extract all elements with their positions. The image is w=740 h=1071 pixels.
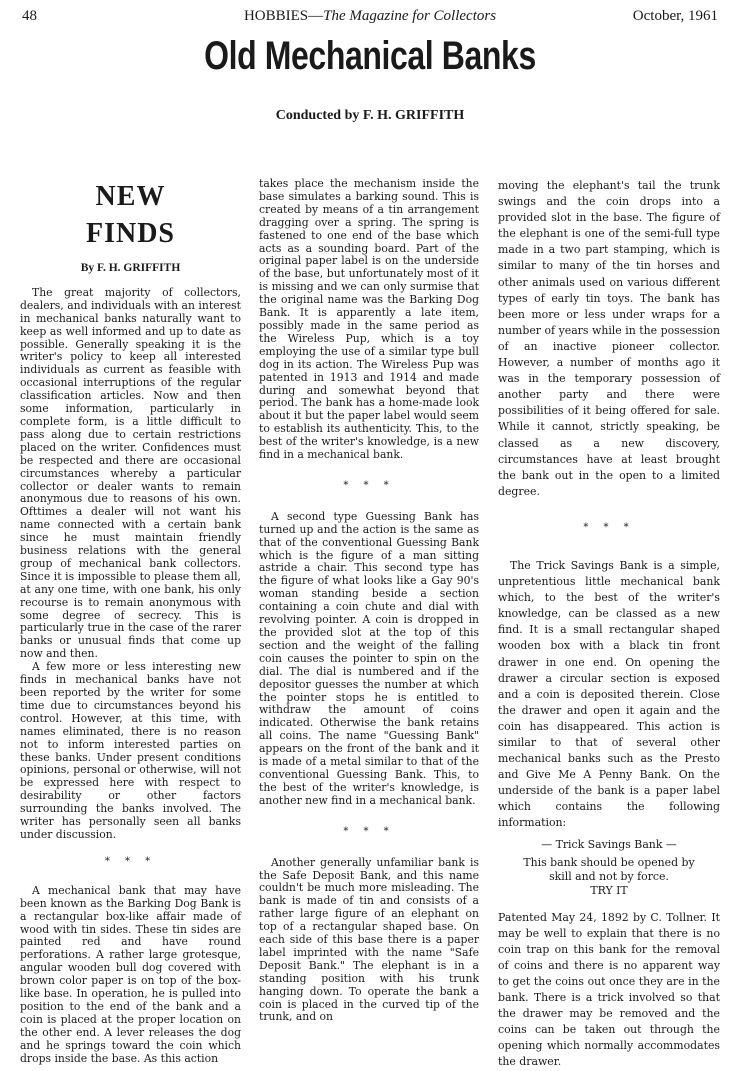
magazine-prefix: HOBBIES— <box>243 8 324 24</box>
section-separator: * * * <box>343 479 395 491</box>
paragraph: Another generally unfamiliar bank is the Safe Deposit Bank, and this name couldn't be much more misleading. The bank is made of tin and consists of a rather large figure of an elephant on top of a rectangular shaped base. On each side of this base there is a paper label imprinted with the name "Safe Deposit Bank." The elephant is in a standing position with his trunk hanging down. To operate the bank a coin is placed in the curved tip of the trunk, and on <box>259 855 479 1024</box>
heading-line-1: NEW <box>95 181 166 212</box>
column-3 <box>498 178 720 1071</box>
paragraph: takes place the mechanism inside the base simulates a barking sound. This is created by means of a tin arrangement dragging over a spring. The spring is fastened to one end of the base which acts as a sounding board. Part of the original paper label is on the underside of the base, but unfortunately most of it is missing and we can only surmise that the original name was the Barking Dog Bank. It is apparently a late item, possibly made in the same period as the Wireless Pup, which is a toy employing the use of a similar type bull dog in its action. The Wireless Pup was patented in 1913 and 1914 and made during and somewhat beyond that period. The bank has a home-made look about it but the paper label would seem to establish its authenticity. This, to the best of the writer's knowledge, is a new find in a mechanical bank. <box>259 177 479 462</box>
column-1 <box>20 178 241 1065</box>
article-title: Old Mechanical Banks <box>204 34 536 78</box>
running-header <box>22 8 718 28</box>
paragraph: A few more or less interesting new finds in mechanical banks have not been reported by the writer for some time due to circumstances beyond his control. However, at this time, with names eliminated, there is no reason not to inform interested parties on these banks. Under present conditions opinions, personal or otherwise, will not be expressed here with respect to desirability or other factors surrounding the banks involved. The writer has personally seen all banks under discussion. <box>20 660 241 841</box>
page-number: 48 <box>22 8 37 24</box>
paragraph: A mechanical bank that may have been known as the Barking Dog Bank is a rectangular box-like affair made of wood with tin sides. These tin sides are painted red and have round perforations. A rather large grotesque, angular wooden bull dog covered with brown color paper is on top of the box-like base. In operation, he is pulled into position to the end of the bank and a coin is placed at the proper location on the other end. A lever releases the dog and he springs toward the coin which drops inside the base. As this action <box>20 883 241 1065</box>
byline: By F. H. GRIFFITH <box>80 262 181 274</box>
label-line: This bank should be opened by <box>523 855 695 869</box>
section-separator: * * * <box>104 855 157 867</box>
paragraph: The great majority of collectors, dealers, and individuals with an interest in mechanical banks naturally want to keep as well informed and up to date as possible. Generally speaking it is the writer's policy to keep all interested individuals as current as feasible with occasional interruptions of the regular classification articles. Now and then some information, particularly in complete form, is a little difficult to pass along due to certain restrictions placed on the writer. Confidences must be respected and there are occasional circumstances whereby a particular collector or dealer wants to remain anonymous due to reasons of his own. Ofttimes a dealer will not want his name connected with a certain bank since he must maintain friendly business relations with the general group of mechanical bank collectors. Since it is impossible to please them all, at any one time, with one bank, his only recourse is to remain anonymous with some degree of secrecy. This is particularly true in the case of the rarer banks or unusual finds that come up now and then. <box>20 285 241 661</box>
label-line: skill and not by force. <box>549 869 669 883</box>
conducted-by: Conducted by F. H. GRIFFITH <box>275 108 465 123</box>
column-2 <box>259 178 479 1024</box>
paragraph: The Trick Savings Bank is a simple, unpretentious little mechanical bank which, to the best of the writer's knowledge, can be classed as a new find. It is a small rectangular shaped wooden box with a black tin front drawer in one end. On opening the drawer a circular section is exposed and a coin is deposited therein. Close the drawer and open it again and the coin has disappeared. This action is similar to that of several other mechanical banks such as the Presto and Give Me A Penny Bank. On the underside of the bank is a paper label which contains the following information: <box>498 558 720 830</box>
heading-line-2: FINDS <box>85 218 175 249</box>
label-line: — Trick Savings Bank — <box>541 837 677 851</box>
section-separator: * * * <box>583 521 635 533</box>
paragraph: moving the elephant's tail the trunk swings and the coin drops into a provided slot in the base. The figure of the elephant is one of the semi-full type made in a two part stamping, which is similar to many of the tin horses and other animals used on various different types of early tin toys. The bank has been more or less under wraps for a number of years while in the possession of an inactive pioneer collector. However, a number of months ago it was in the temporary possession of another party and there were possibilities of it being offered for sale. While it cannot, strictly speaking, be classed as a new discovery, circumstances have at least brought the bank out in the open to a limited degree. <box>498 179 720 498</box>
paragraph: A second type Guessing Bank has turned up and the action is the same as that of the conventional Guessing Bank which is the figure of a man sitting astride a chair. This second type has the figure of what looks like a Gay 90's woman standing beside a section containing a coin chute and dial with revolving pointer. A coin is dropped in the provided slot at the top of this section and the weight of the falling coin causes the pointer to spin on the dial. The dial is numbered and if the depositor guesses the number at which the pointer stops he is entitled to withdraw the amount of coins indicated. Otherwise the bank retains all coins. The name "Guessing Bank" appears on the front of the bank and it is made of a metal similar to that of the conventional Guessing Bank. This, to the best of the writer's knowledge, is another new find in a mechanical bank. <box>259 509 479 807</box>
label-line: TRY IT <box>590 883 628 897</box>
quoted-label <box>498 838 720 898</box>
magazine-name <box>22 8 718 25</box>
section-separator: * * * <box>343 825 395 837</box>
paragraph: Patented May 24, 1892 by C. Tollner. It may be well to explain that there is no coin trap on this bank for the removal of coins and there is no apparent way to get the coins out once they are in the bank. There is a trick involved so that the drawer may be removed and the coins can be taken out through the opening which normally accommodates the drawer. <box>498 910 720 1069</box>
magazine-title: The Magazine for Collectors <box>323 8 497 24</box>
issue-date: October, 1961 <box>632 8 718 24</box>
section-heading <box>20 178 241 252</box>
